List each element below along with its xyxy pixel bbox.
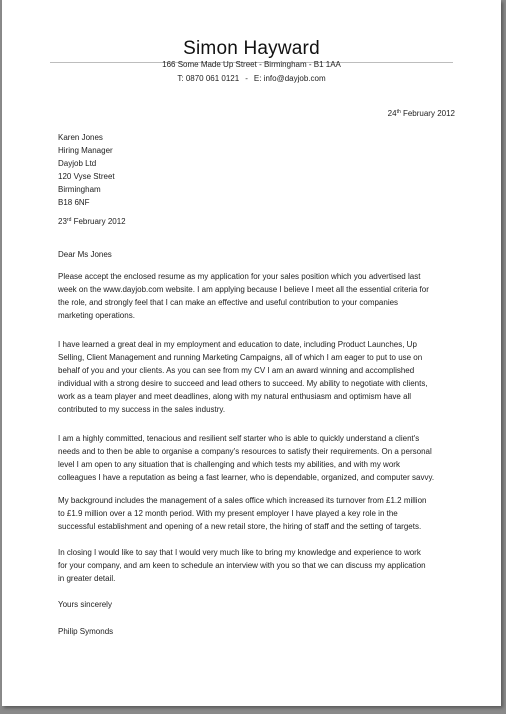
paragraph-line: successful establishment and opening of a new retail store, the hiring of staff and the setting of targets. [58, 522, 422, 531]
paragraph-line: to £1.9 million over a 12 month period. With my present employer I have played a key role in the [58, 509, 398, 518]
paragraph-line: behalf of you and your clients. As you can see from my CV I am an award winning and accomplished [58, 366, 415, 375]
date-rest: February 2012 [400, 109, 455, 118]
sender-contact [2, 74, 501, 83]
paragraph-line: Selling, Client Management and running Marketing Campaigns, all of which I am eager to put to use on [58, 353, 423, 362]
recipient-line: Hiring Manager [58, 146, 113, 155]
recipient-line: Karen Jones [58, 133, 103, 142]
paragraph-line: work as a team player and meet deadlines, along with my natural enthusiasm and optimism have all [58, 392, 412, 401]
letter-date-top [388, 109, 455, 118]
sender-address: 166 Some Made Up Street - Birmingham - B1 1AA [162, 60, 341, 69]
body-paragraph [58, 432, 460, 484]
paragraph-line: contributed to my success in the sales industry. [58, 405, 226, 414]
letter-date [58, 215, 460, 228]
body-paragraph [58, 270, 460, 322]
paragraph-line: colleagues I have a reputation as being a fast learner, who is dependable, organized, and computer savvy. [58, 473, 435, 482]
paragraph-line: for your company, and am keen to schedule an interview with you so that we can discuss my application [58, 561, 426, 570]
paragraph-line: Please accept the enclosed resume as my application for your sales position which you advertised last [58, 272, 421, 281]
salutation: Dear Ms Jones [58, 250, 112, 259]
paragraph-line: In closing I would like to say that I would very much like to bring my knowledge and experience to work [58, 548, 421, 557]
sender-name: Simon Hayward [183, 38, 320, 59]
paragraph-line: the role, and strongly feel that I can make an effective and useful contribution to your companies [58, 298, 399, 307]
paragraph-line: I am a highly committed, tenacious and resilient self starter who is able to quickly understand a client's [58, 434, 420, 443]
paragraph-line: I have learned a great deal in my employment and education to date, including Product Launches, Up [58, 340, 417, 349]
date-day: 24 [387, 109, 397, 118]
date-day: 23 [58, 217, 67, 226]
body-paragraph [58, 546, 460, 585]
recipient-address [58, 131, 460, 209]
recipient-line: 120 Vyse Street [58, 172, 115, 181]
date-suffix: th [396, 109, 401, 115]
body-paragraph [58, 494, 460, 533]
paragraph-line: My background includes the management of a sales office which increased its turnover from £1.2 million [58, 496, 427, 505]
sender-phone: T: 0870 061 0121 [177, 74, 240, 83]
paragraph-line: week on the www.dayjob.com website. I am applying because I believe I meet all the essential criteria for [58, 285, 429, 294]
date-rest: February 2012 [71, 217, 126, 226]
letter-page [2, 0, 501, 706]
contact-separator: - [245, 74, 248, 83]
paragraph-line: level I am open to any situation that is challenging and which tests my abilities, and with my work [58, 460, 400, 469]
paragraph-line: individual with a strong desire to succeed and lead others to succeed. My ability to negotiate with clients, [58, 379, 428, 388]
closing: Yours sincerely [58, 600, 112, 609]
paragraph-line: needs and to then be able to organise a company's resources to satisfy their requirements. On a personal [58, 447, 432, 456]
recipient-line: Dayjob Ltd [58, 159, 97, 168]
recipient-line: Birmingham [58, 185, 101, 194]
body-paragraph [58, 338, 460, 416]
paragraph-line: marketing operations. [58, 311, 135, 320]
sender-email: E: info@dayjob.com [253, 74, 326, 83]
recipient-line: B18 6NF [58, 198, 90, 207]
signature-name: Philip Symonds [58, 627, 114, 636]
paragraph-line: in greater detail. [58, 574, 116, 583]
date-suffix: rd [66, 217, 72, 223]
